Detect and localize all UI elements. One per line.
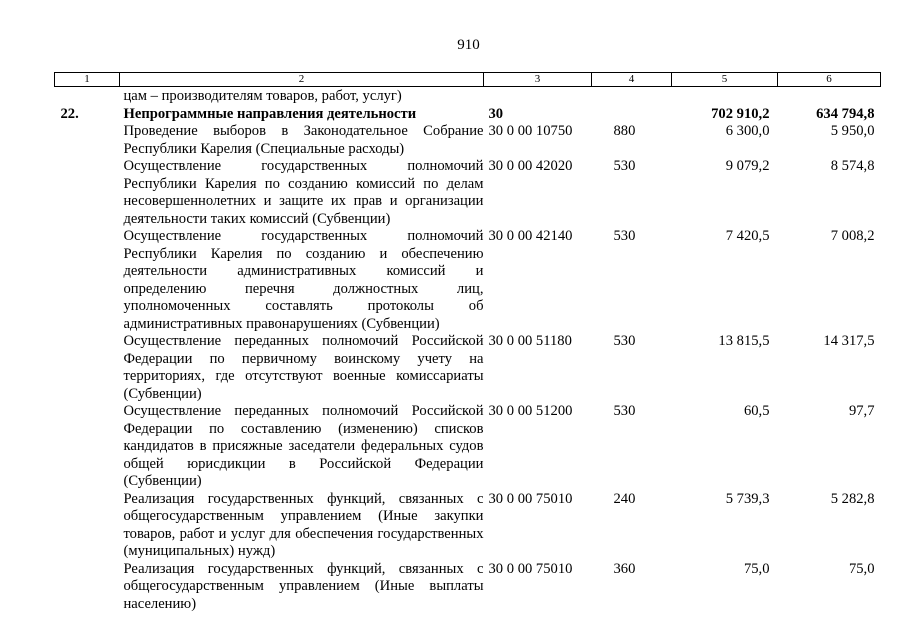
- row-value-2: 5 950,0: [830, 123, 875, 139]
- header-col-3: 3: [484, 73, 592, 87]
- row-code: 30 0 00 42020: [488, 158, 573, 174]
- row-value-1: [672, 87, 778, 106]
- header-col-5: 5: [672, 73, 778, 87]
- table-row: [55, 333, 881, 403]
- row-expense-type: 240: [613, 490, 636, 507]
- row-name: Проведение выборов в Законодательное Собрание Республики Карелия (Специальные расходы): [123, 123, 484, 157]
- row-expense-type: [592, 106, 672, 124]
- page-number: 910: [457, 37, 480, 53]
- row-value-1: 7 420,5: [725, 228, 770, 244]
- row-value-2: 14 317,5: [823, 333, 875, 349]
- row-name: Реализация государственных функций, связанных с общегосударственным управлением (Иные закупки товаров, работ и услуг для обеспечения государственных (муниципальных) нужд): [123, 490, 484, 559]
- row-number: [55, 123, 120, 158]
- table-row: [55, 491, 881, 561]
- row-value-2: 97,7: [848, 403, 875, 419]
- row-value-2: 75,0: [848, 560, 875, 577]
- table-row: [55, 228, 881, 333]
- row-value-2: 8 574,8: [830, 158, 875, 174]
- row-value-2: 634 794,8: [816, 105, 875, 122]
- row-name: Непрограммные направления деятельности: [123, 105, 417, 122]
- header-col-1: 1: [55, 73, 120, 87]
- row-code: 30: [488, 105, 504, 122]
- row-code: 30 0 00 51180: [488, 333, 572, 349]
- row-code: 30 0 00 75010: [488, 490, 573, 507]
- row-expense-type: 360: [613, 560, 636, 577]
- row-number: [55, 87, 120, 106]
- row-value-1: 6 300,0: [725, 123, 770, 139]
- row-value-1: 60,5: [743, 403, 770, 419]
- row-number: [55, 158, 120, 228]
- row-value-2: [778, 87, 881, 106]
- table-row-section: [55, 106, 881, 124]
- row-number: [55, 403, 120, 491]
- row-expense-type: 530: [613, 403, 636, 419]
- row-number: [55, 491, 120, 561]
- row-code: [484, 87, 592, 106]
- column-number-header: [55, 73, 881, 87]
- row-expense-type: [592, 87, 672, 106]
- header-col-2: 2: [120, 73, 484, 87]
- row-code: 30 0 00 75010: [488, 560, 573, 577]
- row-value-1: 13 815,5: [718, 333, 770, 349]
- row-name: Реализация государственных функций, связанных с общегосударственным управлением (Иные выплаты населению): [123, 560, 484, 612]
- row-value-1: 702 910,2: [711, 105, 770, 122]
- row-name: Осуществление переданных полномочий Российской Федерации по первичному воинскому учету на территориях, где отсутствуют военные комиссариаты (Субвенции): [123, 333, 484, 402]
- row-value-2: 5 282,8: [830, 490, 875, 507]
- row-number: [55, 561, 120, 614]
- header-col-4: 4: [592, 73, 672, 87]
- table-row: [55, 123, 881, 158]
- row-number: [55, 333, 120, 403]
- row-value-2: 7 008,2: [830, 228, 875, 244]
- budget-table: [54, 72, 881, 613]
- table-row: [55, 87, 881, 106]
- table-row: [55, 158, 881, 228]
- table-row: [55, 561, 881, 614]
- row-code: 30 0 00 42140: [488, 228, 573, 244]
- row-name: Осуществление переданных полномочий Российской Федерации по составлению (изменению) списков кандидатов в присяжные заседатели федеральных судов общей юрисдикции в Российской Федерации (Субвенции): [123, 403, 484, 489]
- row-expense-type: 880: [613, 123, 636, 139]
- header-col-6: 6: [778, 73, 881, 87]
- row-number: [55, 228, 120, 333]
- row-expense-type: 530: [613, 158, 636, 174]
- table-row: [55, 403, 881, 491]
- row-value-1: 9 079,2: [725, 158, 770, 174]
- row-name: цам – производителям товаров, работ, услуг): [123, 88, 402, 104]
- row-value-1: 75,0: [743, 560, 770, 577]
- row-number: 22.: [60, 105, 79, 122]
- row-code: 30 0 00 10750: [488, 123, 573, 139]
- row-code: 30 0 00 51200: [488, 403, 573, 419]
- row-name: Осуществление государственных полномочий Республики Карелия по созданию комиссий по делам несовершеннолетних и защите их прав и организации деятельности таких комиссий (Субвенции): [123, 158, 484, 227]
- row-expense-type: 530: [613, 333, 636, 349]
- row-value-1: 5 739,3: [725, 490, 770, 507]
- row-name: Осуществление государственных полномочий Республики Карелия по созданию и обеспечению деятельности административных комиссий и определению перечня должностных лиц, уполномоченных составлять протоколы об административных правонарушениях (Субвенции): [123, 228, 484, 332]
- row-expense-type: 530: [613, 228, 636, 244]
